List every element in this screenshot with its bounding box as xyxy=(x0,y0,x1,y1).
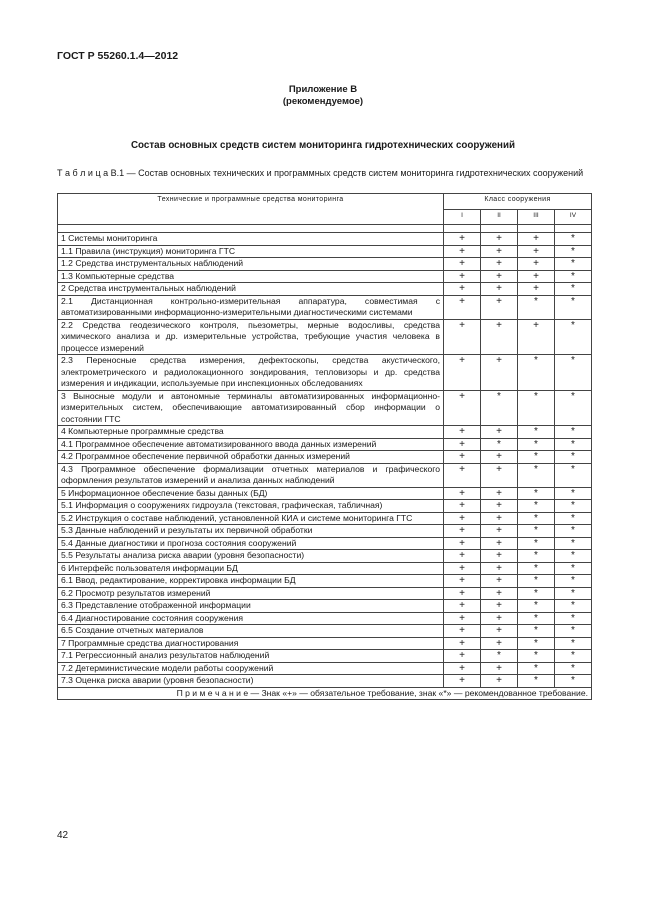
table-row xyxy=(58,525,592,538)
requirement-mark: * xyxy=(518,525,555,538)
row-name: 1.3 Компьютерные средства xyxy=(58,270,444,283)
requirement-mark: + xyxy=(518,270,555,283)
requirement-mark: + xyxy=(481,575,518,588)
requirement-mark: * xyxy=(555,625,592,638)
column-header-class: Класс сооружения xyxy=(444,194,592,210)
note-prefix: П р и м е ч а н и е xyxy=(176,687,249,698)
table-row xyxy=(58,233,592,246)
requirement-mark: + xyxy=(444,355,481,391)
requirement-mark: * xyxy=(518,562,555,575)
table-row xyxy=(58,258,592,271)
requirement-mark: * xyxy=(518,355,555,391)
requirement-mark: * xyxy=(555,463,592,487)
row-name: 2.3 Переносные средства измерения, дефектоскопы, средства акустического, электрометрического и радиолокационного зондирования, тепловизоры и др. средства измерения и индикации, используемые при инспекционных обследованиях xyxy=(58,355,444,391)
header-spacer-row xyxy=(58,225,592,233)
requirement-mark: + xyxy=(444,426,481,439)
table-row xyxy=(58,600,592,613)
requirement-mark: * xyxy=(555,575,592,588)
requirement-mark: + xyxy=(444,675,481,688)
requirement-mark: * xyxy=(555,283,592,296)
requirement-mark: + xyxy=(481,270,518,283)
requirement-mark: + xyxy=(481,612,518,625)
requirement-mark: * xyxy=(518,487,555,500)
table-row xyxy=(58,675,592,688)
requirement-mark: * xyxy=(555,295,592,319)
requirement-mark: * xyxy=(518,612,555,625)
means-table xyxy=(57,193,592,700)
table-row xyxy=(58,355,592,391)
table-row xyxy=(58,438,592,451)
requirement-mark: + xyxy=(481,512,518,525)
requirement-mark: * xyxy=(555,355,592,391)
table-row xyxy=(58,662,592,675)
table-row xyxy=(58,575,592,588)
requirement-mark: + xyxy=(481,245,518,258)
table-row xyxy=(58,612,592,625)
requirement-mark: * xyxy=(555,426,592,439)
requirement-mark: * xyxy=(555,650,592,663)
row-name: 3 Выносные модули и автономные терминалы автоматизированных информационно-измерительных систем, обеспечивающие автоматизированный сбор информации о состоянии ГТС xyxy=(58,390,444,426)
requirement-mark: + xyxy=(481,500,518,513)
row-name: 7.2 Детерминистические модели работы сооружений xyxy=(58,662,444,675)
requirement-mark: + xyxy=(481,562,518,575)
requirement-mark: + xyxy=(444,463,481,487)
requirement-mark: * xyxy=(555,612,592,625)
class-iii-header: III xyxy=(518,209,555,225)
requirement-mark: * xyxy=(518,295,555,319)
table-row xyxy=(58,283,592,296)
caption-prefix: Т а б л и ц а xyxy=(57,168,109,178)
requirement-mark: * xyxy=(555,587,592,600)
table-row xyxy=(58,487,592,500)
table-row xyxy=(58,245,592,258)
requirement-mark: * xyxy=(555,537,592,550)
requirement-mark: * xyxy=(481,438,518,451)
row-name: 6.2 Просмотр результатов измерений xyxy=(58,587,444,600)
requirement-mark: + xyxy=(444,587,481,600)
row-name: 5.1 Информация о сооружениях гидроузла (текстовая, графическая, табличная) xyxy=(58,500,444,513)
requirement-mark: + xyxy=(481,675,518,688)
requirement-mark: * xyxy=(518,426,555,439)
requirement-mark: * xyxy=(518,550,555,563)
row-name: 6.5 Создание отчетных материалов xyxy=(58,625,444,638)
requirement-mark: + xyxy=(518,233,555,246)
requirement-mark: + xyxy=(444,637,481,650)
table-row xyxy=(58,500,592,513)
requirement-mark: + xyxy=(481,283,518,296)
requirement-mark: * xyxy=(481,650,518,663)
row-name: 6 Интерфейс пользователя информации БД xyxy=(58,562,444,575)
requirement-mark: * xyxy=(555,233,592,246)
requirement-mark: + xyxy=(444,233,481,246)
requirement-mark: + xyxy=(444,245,481,258)
standard-header: ГОСТ Р 55260.1.4—2012 xyxy=(57,50,179,62)
requirement-mark: + xyxy=(444,662,481,675)
requirement-mark: * xyxy=(555,637,592,650)
requirement-mark: * xyxy=(518,637,555,650)
requirement-mark: * xyxy=(518,575,555,588)
requirement-mark: + xyxy=(518,283,555,296)
requirement-mark: * xyxy=(518,451,555,464)
row-name: 2.1 Дистанционная контрольно-измерительная аппаратура, совместимая с автоматизированными информационно-измерительными диагностическими системами xyxy=(58,295,444,319)
row-name: 6.4 Диагностирование состояния сооружения xyxy=(58,612,444,625)
requirement-mark: + xyxy=(481,662,518,675)
requirement-mark: + xyxy=(518,319,555,355)
table-row xyxy=(58,426,592,439)
requirement-mark: * xyxy=(555,512,592,525)
table-row xyxy=(58,319,592,355)
requirement-mark: + xyxy=(481,525,518,538)
requirement-mark: * xyxy=(518,390,555,426)
table-row xyxy=(58,650,592,663)
column-header-means: Технические и программные средства мониторинга xyxy=(58,194,444,225)
requirement-mark: + xyxy=(444,512,481,525)
requirement-mark: * xyxy=(555,258,592,271)
requirement-mark: + xyxy=(481,426,518,439)
requirement-mark: + xyxy=(481,537,518,550)
requirement-mark: * xyxy=(555,319,592,355)
row-name: 6.1 Ввод, редактирование, корректировка информации БД xyxy=(58,575,444,588)
class-ii-header: II xyxy=(481,209,518,225)
requirement-mark: + xyxy=(481,355,518,391)
table-caption xyxy=(57,167,592,179)
row-name: 5 Информационное обеспечение базы данных (БД) xyxy=(58,487,444,500)
table-row xyxy=(58,390,592,426)
requirement-mark: * xyxy=(555,525,592,538)
row-name: 6.3 Представление отображенной информации xyxy=(58,600,444,613)
row-name: 2.2 Средства геодезического контроля, пьезометры, мерные водосливы, средства химического анализа и др. измерительные устройства, требующие участия человека в процессе измерений xyxy=(58,319,444,355)
requirement-mark: + xyxy=(444,612,481,625)
page-number: 42 xyxy=(57,830,69,841)
table-row xyxy=(58,637,592,650)
row-name: 5.2 Инструкция о составе наблюдений, установленной КИА и системе мониторинга ГТС xyxy=(58,512,444,525)
requirement-mark: + xyxy=(444,270,481,283)
requirement-mark: * xyxy=(481,390,518,426)
requirement-mark: + xyxy=(444,600,481,613)
requirement-mark: * xyxy=(518,625,555,638)
requirement-mark: + xyxy=(444,500,481,513)
requirement-mark: + xyxy=(481,295,518,319)
requirement-mark: + xyxy=(518,258,555,271)
requirement-mark: * xyxy=(555,550,592,563)
requirement-mark: + xyxy=(444,525,481,538)
requirement-mark: * xyxy=(518,587,555,600)
requirement-mark: + xyxy=(481,625,518,638)
row-name: 4 Компьютерные программные средства xyxy=(58,426,444,439)
requirement-mark: + xyxy=(444,438,481,451)
row-name: 1.1 Правила (инструкция) мониторинга ГТС xyxy=(58,245,444,258)
requirement-mark: * xyxy=(518,500,555,513)
requirement-mark: * xyxy=(555,562,592,575)
requirement-mark: + xyxy=(444,283,481,296)
requirement-mark: + xyxy=(481,587,518,600)
requirement-mark: * xyxy=(555,245,592,258)
requirement-mark: + xyxy=(444,537,481,550)
class-i-header: I xyxy=(444,209,481,225)
row-name: 4.1 Программное обеспечение автоматизированного ввода данных измерений xyxy=(58,438,444,451)
row-name: 2 Средства инструментальных наблюдений xyxy=(58,283,444,296)
requirement-mark: + xyxy=(444,295,481,319)
note-text: — Знак «+» — обязательное требование, знак «*» — рекомендованное требование. xyxy=(248,687,588,698)
class-iv-header: IV xyxy=(555,209,592,225)
annex-title: Приложение В xyxy=(288,84,358,95)
row-name: 4.2 Программное обеспечение первичной обработки данных измерений xyxy=(58,451,444,464)
document-title: Состав основных средств систем мониторинга гидротехнических сооружений xyxy=(130,140,516,151)
requirement-mark: + xyxy=(444,625,481,638)
row-name: 4.3 Программное обеспечение формализации отчетных материалов и графического оформления результатов измерений и анализа данных наблюдений xyxy=(58,463,444,487)
requirement-mark: + xyxy=(444,550,481,563)
row-name: 7 Программные средства диагностирования xyxy=(58,637,444,650)
table-note xyxy=(58,687,592,700)
requirement-mark: * xyxy=(555,390,592,426)
requirement-mark: + xyxy=(481,463,518,487)
table-row xyxy=(58,625,592,638)
row-name: 5.5 Результаты анализа риска аварии (уровня безопасности) xyxy=(58,550,444,563)
requirement-mark: + xyxy=(444,258,481,271)
requirement-mark: + xyxy=(481,487,518,500)
requirement-mark: + xyxy=(444,487,481,500)
requirement-mark: * xyxy=(518,600,555,613)
table-row xyxy=(58,562,592,575)
requirement-mark: * xyxy=(518,512,555,525)
requirement-mark: + xyxy=(481,637,518,650)
requirement-mark: * xyxy=(555,675,592,688)
row-name: 1 Системы мониторинга xyxy=(58,233,444,246)
requirement-mark: * xyxy=(518,537,555,550)
requirement-mark: + xyxy=(481,550,518,563)
requirement-mark: * xyxy=(555,600,592,613)
requirement-mark: * xyxy=(555,487,592,500)
requirement-mark: + xyxy=(444,390,481,426)
requirement-mark: * xyxy=(518,662,555,675)
table-row xyxy=(58,537,592,550)
requirement-mark: * xyxy=(555,270,592,283)
requirement-mark: + xyxy=(444,451,481,464)
requirement-mark: * xyxy=(518,650,555,663)
requirement-mark: + xyxy=(481,600,518,613)
table-row xyxy=(58,463,592,487)
requirement-mark: * xyxy=(555,451,592,464)
table-row xyxy=(58,550,592,563)
table-row xyxy=(58,512,592,525)
requirement-mark: + xyxy=(481,319,518,355)
requirement-mark: + xyxy=(518,245,555,258)
requirement-mark: * xyxy=(518,438,555,451)
requirement-mark: + xyxy=(444,562,481,575)
requirement-mark: * xyxy=(555,438,592,451)
row-name: 1.2 Средства инструментальных наблюдений xyxy=(58,258,444,271)
table-row xyxy=(58,451,592,464)
table-row xyxy=(58,587,592,600)
table-row xyxy=(58,270,592,283)
requirement-mark: + xyxy=(444,650,481,663)
requirement-mark: + xyxy=(481,233,518,246)
requirement-mark: * xyxy=(518,463,555,487)
row-name: 7.1 Регрессионный анализ результатов наблюдений xyxy=(58,650,444,663)
requirement-mark: * xyxy=(555,662,592,675)
annex-subtitle: (рекомендуемое) xyxy=(282,96,364,107)
caption-text: В.1 — Состав основных технических и программных средств систем мониторинга гидротехнических сооружений xyxy=(108,168,584,178)
requirement-mark: + xyxy=(444,319,481,355)
requirement-mark: + xyxy=(444,575,481,588)
requirement-mark: * xyxy=(518,675,555,688)
requirement-mark: * xyxy=(555,500,592,513)
row-name: 7.3 Оценка риска аварии (уровня безопасности) xyxy=(58,675,444,688)
requirement-mark: + xyxy=(481,451,518,464)
row-name: 5.3 Данные наблюдений и результаты их первичной обработки xyxy=(58,525,444,538)
row-name: 5.4 Данные диагностики и прогноза состояния сооружений xyxy=(58,537,444,550)
requirement-mark: + xyxy=(481,258,518,271)
table-row xyxy=(58,295,592,319)
